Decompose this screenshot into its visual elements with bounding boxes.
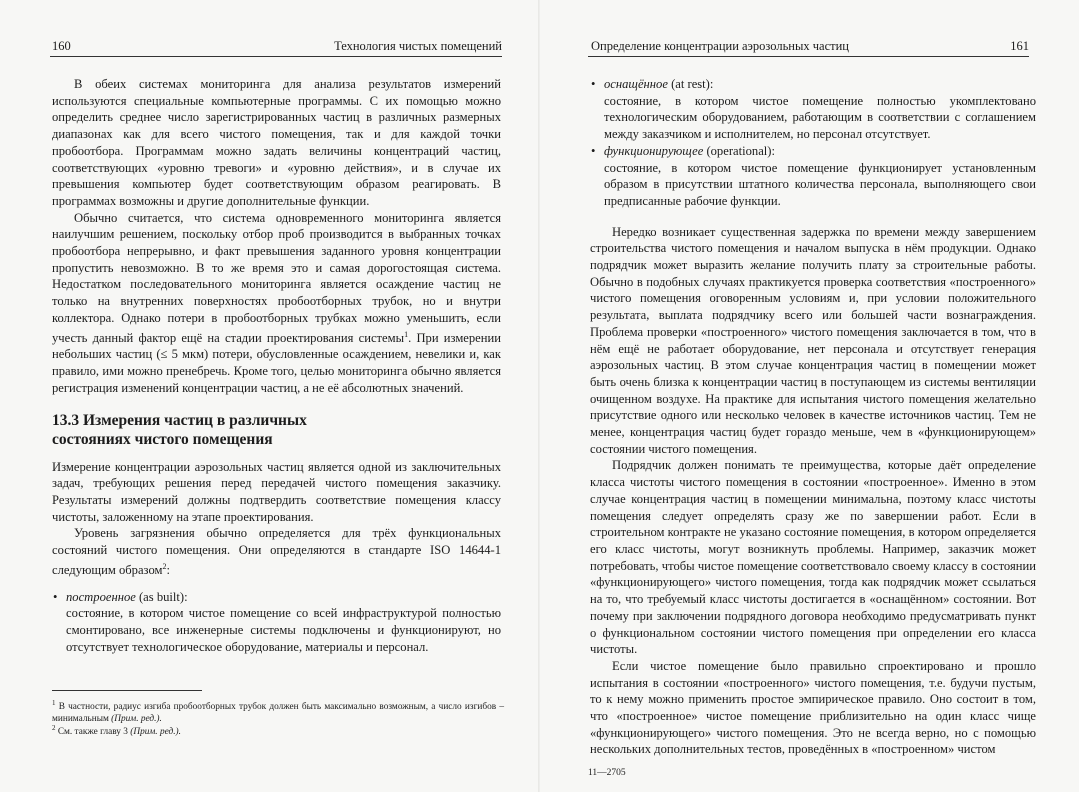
footnote: $^1$ В частности, радиус изгиба пробоотборных трубок должен быть максимально возможным, а число изгибов – минимальным (Прим. ред.). xyxy=(52,699,504,724)
running-title: Технология чистых помещений xyxy=(334,39,502,53)
footnote-rule xyxy=(52,690,202,691)
paragraph: Если чистое помещение было правильно спроектировано и прошло испытания в состоянии «построенного» чистого помещения, т.е. будучи пустым, то к нему можно применить простое эмпирическое правило. Оно состоит в том, что «построенное» чистое помещение приблизительно на один класс чище «функционирующего» чистого помещения. Это не всегда верно, но с помощью нескольких дополнительных тестов, проведённых в «построенном» чистом xyxy=(590,658,1036,757)
running-title: Определение концентрации аэрозольных частиц xyxy=(591,39,849,53)
paragraph: Измерение концентрации аэрозольных частиц является одной из заключительных задач, требующих решения перед передачей чистого помещения заказчику. Результаты измерений должны подтвердить соответствие помещения классу чистоты, заложенному на этапе проектирования. xyxy=(52,459,501,524)
bullet-item: • построенное (as built): xyxy=(53,589,188,604)
left-text-column xyxy=(52,76,501,655)
paragraph: Уровень загрязнения обычно определяется для трёх функциональных состояний чистого помещения. Они определяются в стандарте ISO 14644-1 следующим образом$^2$: xyxy=(52,526,501,577)
bullet-description: состояние, в котором чистое помещение функционирует установленным образом в присутствии штатного количества персонала, выполняющего свои предписанные рабочие функции. xyxy=(604,160,1036,208)
header-rule xyxy=(50,56,502,57)
section-heading: 13.3 Измерения частиц в различных состояниях чистого помещения xyxy=(52,411,307,448)
paragraph: Подрядчик должен понимать те преимущества, которые даёт определение класса чистоты чистого помещения в состоянии «построенное». Именно в этом случае концентрация частиц в помещении минимальна, поэтому класс чистоты помещения следует определять сразу же по завершении работ. Если в строительном контракте не указано состояние помещения, в котором определяется его класс чистоты, могут возникнуть проблемы. Например, заказчик может потребовать, чтобы чистое помещение соответствовало своему классу в состоянии «функционирующего» чистого помещения, тогда как подрядчик может ссылаться на то, что требуемый класс чистоты достигается в «оснащённом» состоянии. Вот почему при заключении подрядного договора необходимо предусматривать пункт о функциональном состоянии чистого помещения при определении его класса чистоты. xyxy=(590,458,1036,657)
page-number: 160 xyxy=(52,39,71,53)
bullet-icon: • xyxy=(591,143,596,158)
right-text-column xyxy=(590,76,1036,758)
page-number: 161 xyxy=(1010,39,1029,53)
bullet-icon: • xyxy=(53,589,58,604)
bullet-item: • функционирующее (operational): xyxy=(591,143,775,158)
printer-signature: 11—2705 xyxy=(588,768,626,778)
header-rule xyxy=(588,56,1029,57)
paragraph: Нередко возникает существенная задержка по времени между завершением строительства чистого помещения и началом выпуска в нём продукции. Однако подрядчик может выразить желание получить плату за строительные работы. Обычно в подобных случаях практикуется проверка соответствия «построенного» чистого помещения оговоренным условиям и, при условии положительного результата, выплата подрядчику всего или большей части вознаграждения. Проблема проверки «построенного» чистого помещения заключается в том, что в нём ещё не работает оборудование, нет персонала и отсутствует генерация аэрозольных частиц. В этом случае концентрация частиц в помещении может быть очень близка к концентрации частиц в поступающем из системы вентиляции очищенном воздухе. На практике для испытания чистого помещения желательно присутствие одного или несколько человек в качестве источников частиц. Тем не менее, концентрация частиц будет гораздо меньше, чем в «функционирующем» состоянии чистого помещения. xyxy=(590,224,1036,456)
paragraph: В обеих системах мониторинга для анализа результатов измерений используются специальные компьютерные программы. С их помощью можно определить среднее число зарегистрированных частиц в различных размерных диапазонах как для всего чистого помещения, так и для каждой точки пробоотбора. Программам можно задать величины концентраций частиц, соответствующих «уровню тревоги» и «уровню действия», и в случае их превышения компьютер будет соответствующим образом реагировать. В программах возможны и другие дополнительные функции. xyxy=(52,77,501,208)
footnote-ref: 2 xyxy=(162,561,167,571)
bullet-item: • оснащённое (at rest): xyxy=(591,77,714,91)
footnote: $^2$ См. также главу 3 (Прим. ред.). xyxy=(52,724,181,738)
right-page xyxy=(540,0,1079,792)
bullet-description: состояние, в котором чистое помещение полностью укомплектовано технологическим оборудованием, работающим в соответствии с соглашением между заказчиком и исполнителем, но персонал отсутствует. xyxy=(604,93,1036,142)
bullet-icon: • xyxy=(591,77,596,91)
footnote-ref: 1 xyxy=(404,329,409,339)
paragraph: Обычно считается, что система одновременного мониторинга является наилучшим решением, поскольку отбор проб производится в выбранных точках пробоотбора непрерывно, и факт превышения заданного уровня концентрации пропустить невозможно. В то же время это и самая дорогостоящая система. Недостатком последовательного мониторинга является осаждение частиц не только на внутренних поверхностях пробоотборных трубок, но и внутри коллектора. Однако потери в пробоотборных трубках можно уменьшить, если учесть данный фактор ещё на стадии проектирования системы$^1$. При измерении небольших частиц (≤ 5 мкм) потери, обусловленные осаждением, невелики и, как правило, ими можно пренебречь. Кроме того, целью мониторинга обычно является регистрация изменений концентрации частиц, а не её абсолютных значений. xyxy=(52,210,501,395)
bullet-description: состояние, в котором чистое помещение со всей инфраструктурой полностью смонтировано, все инженерные системы подключены и функционируют, но отсутствует технологическое оборудование, материалы и персонал. xyxy=(66,606,501,654)
